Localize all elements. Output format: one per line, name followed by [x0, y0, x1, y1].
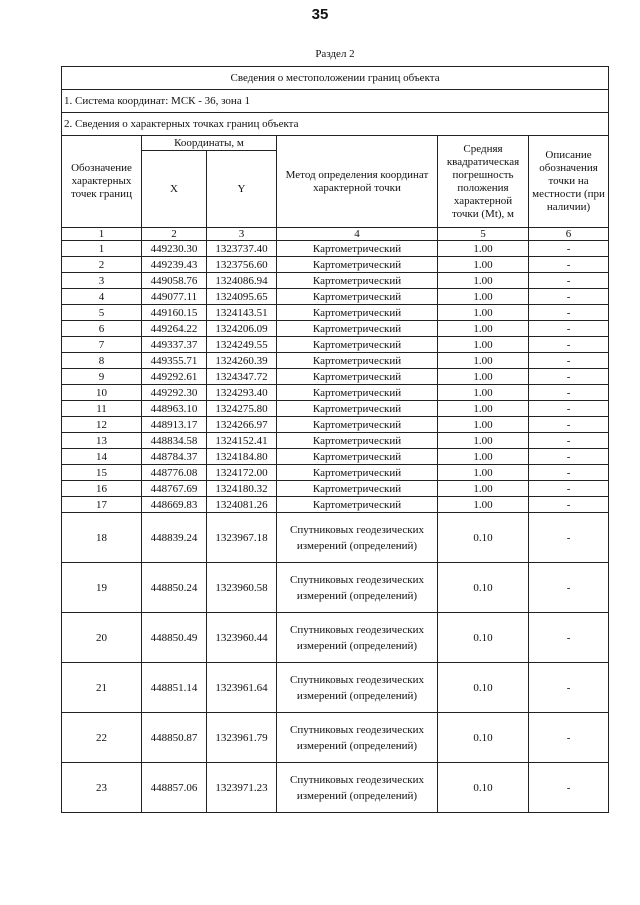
- table-row: [62, 337, 609, 353]
- coord-y-cell: 1324293.40: [207, 385, 277, 401]
- description-cell: -: [529, 289, 609, 305]
- coord-x-cell: 449077.11: [142, 289, 207, 305]
- coord-x-cell: 448669.83: [142, 497, 207, 513]
- accuracy-cell: 1.00: [438, 273, 529, 289]
- table-row: [62, 497, 609, 513]
- table-row: [62, 257, 609, 273]
- table-row: [62, 417, 609, 433]
- description-cell: -: [529, 305, 609, 321]
- table-row: [62, 663, 609, 713]
- accuracy-cell: 1.00: [438, 385, 529, 401]
- accuracy-cell: 1.00: [438, 337, 529, 353]
- accuracy-cell: 1.00: [438, 305, 529, 321]
- accuracy-cell: 1.00: [438, 241, 529, 257]
- coord-x-cell: 448851.14: [142, 663, 207, 713]
- description-cell: -: [529, 663, 609, 713]
- method-cell: Картометрический: [277, 433, 438, 449]
- coord-y-cell: 1324347.72: [207, 369, 277, 385]
- description-cell: -: [529, 433, 609, 449]
- point-number-cell: 18: [62, 513, 142, 563]
- method-cell: Картометрический: [277, 257, 438, 273]
- accuracy-cell: 1.00: [438, 481, 529, 497]
- header-point-designation: Обозначение характерных точек границ: [62, 136, 142, 228]
- description-cell: -: [529, 481, 609, 497]
- coord-y-cell: 1324249.55: [207, 337, 277, 353]
- method-cell: Картометрический: [277, 385, 438, 401]
- description-cell: -: [529, 241, 609, 257]
- accuracy-cell: 0.10: [438, 563, 529, 613]
- point-number-cell: 17: [62, 497, 142, 513]
- accuracy-cell: 1.00: [438, 465, 529, 481]
- point-number-cell: 9: [62, 369, 142, 385]
- accuracy-cell: 0.10: [438, 763, 529, 813]
- coord-x-cell: 449230.30: [142, 241, 207, 257]
- boundary-points-table: [61, 66, 609, 813]
- accuracy-cell: 1.00: [438, 497, 529, 513]
- accuracy-cell: 0.10: [438, 713, 529, 763]
- description-cell: -: [529, 713, 609, 763]
- table-row: [62, 401, 609, 417]
- accuracy-cell: 1.00: [438, 369, 529, 385]
- method-cell: Картометрический: [277, 449, 438, 465]
- table-row: [62, 321, 609, 337]
- accuracy-cell: 0.10: [438, 513, 529, 563]
- header-method: Метод определения координат характерной точки: [277, 136, 438, 228]
- point-number-cell: 8: [62, 353, 142, 369]
- accuracy-cell: 1.00: [438, 353, 529, 369]
- point-number-cell: 15: [62, 465, 142, 481]
- description-cell: -: [529, 465, 609, 481]
- point-number-cell: 13: [62, 433, 142, 449]
- points-heading: 2. Сведения о характерных точках границ объекта: [62, 113, 609, 136]
- table-row: [62, 385, 609, 401]
- description-cell: -: [529, 763, 609, 813]
- coord-y-cell: 1323756.60: [207, 257, 277, 273]
- coord-y-cell: 1324260.39: [207, 353, 277, 369]
- method-cell: Картометрический: [277, 321, 438, 337]
- header-x: X: [142, 151, 207, 228]
- coord-x-cell: 449239.43: [142, 257, 207, 273]
- point-number-cell: 6: [62, 321, 142, 337]
- coord-y-cell: 1324095.65: [207, 289, 277, 305]
- coord-x-cell: 448963.10: [142, 401, 207, 417]
- accuracy-cell: 1.00: [438, 449, 529, 465]
- table-row: [62, 763, 609, 813]
- coord-x-cell: 448784.37: [142, 449, 207, 465]
- method-cell: Спутниковых геодезических измерений (определений): [277, 513, 438, 563]
- method-cell: Картометрический: [277, 369, 438, 385]
- table-row: [62, 713, 609, 763]
- accuracy-cell: 0.10: [438, 613, 529, 663]
- method-cell: Спутниковых геодезических измерений (определений): [277, 763, 438, 813]
- method-cell: Спутниковых геодезических измерений (определений): [277, 613, 438, 663]
- coord-x-cell: 448913.17: [142, 417, 207, 433]
- coord-x-cell: 448857.06: [142, 763, 207, 813]
- accuracy-cell: 1.00: [438, 433, 529, 449]
- table-row: [62, 241, 609, 257]
- coord-x-cell: 448767.69: [142, 481, 207, 497]
- description-cell: -: [529, 353, 609, 369]
- description-cell: -: [529, 273, 609, 289]
- coord-x-cell: 449058.76: [142, 273, 207, 289]
- header-description: Описание обозначения точки на местности (при наличии): [529, 136, 609, 228]
- point-number-cell: 2: [62, 257, 142, 273]
- method-cell: Картометрический: [277, 465, 438, 481]
- coord-y-cell: 1324266.97: [207, 417, 277, 433]
- table-row: [62, 513, 609, 563]
- column-number: 5: [438, 228, 529, 241]
- point-number-cell: 1: [62, 241, 142, 257]
- method-cell: Картометрический: [277, 305, 438, 321]
- method-cell: Картометрический: [277, 401, 438, 417]
- coord-x-cell: 448776.08: [142, 465, 207, 481]
- point-number-cell: 12: [62, 417, 142, 433]
- coord-y-cell: 1323961.79: [207, 713, 277, 763]
- description-cell: -: [529, 497, 609, 513]
- table-row: [62, 563, 609, 613]
- description-cell: -: [529, 257, 609, 273]
- column-number: 3: [207, 228, 277, 241]
- coord-y-cell: 1324172.00: [207, 465, 277, 481]
- coord-y-cell: 1324275.80: [207, 401, 277, 417]
- coord-y-cell: 1323737.40: [207, 241, 277, 257]
- table-row: [62, 305, 609, 321]
- point-number-cell: 5: [62, 305, 142, 321]
- method-cell: Картометрический: [277, 417, 438, 433]
- coord-y-cell: 1324086.94: [207, 273, 277, 289]
- description-cell: -: [529, 369, 609, 385]
- method-cell: Спутниковых геодезических измерений (определений): [277, 663, 438, 713]
- coord-x-cell: 448850.24: [142, 563, 207, 613]
- table-row: [62, 289, 609, 305]
- page-number: 35: [311, 6, 329, 23]
- coord-x-cell: 448850.87: [142, 713, 207, 763]
- accuracy-cell: 1.00: [438, 289, 529, 305]
- coord-y-cell: 1323971.23: [207, 763, 277, 813]
- column-number: 1: [62, 228, 142, 241]
- point-number-cell: 3: [62, 273, 142, 289]
- point-number-cell: 16: [62, 481, 142, 497]
- point-number-cell: 22: [62, 713, 142, 763]
- table-row: [62, 369, 609, 385]
- table-row: [62, 465, 609, 481]
- accuracy-cell: 1.00: [438, 257, 529, 273]
- coord-x-cell: 449264.22: [142, 321, 207, 337]
- table-row: [62, 353, 609, 369]
- coord-y-cell: 1323960.58: [207, 563, 277, 613]
- coord-y-cell: 1324152.41: [207, 433, 277, 449]
- description-cell: -: [529, 563, 609, 613]
- coord-y-cell: 1324143.51: [207, 305, 277, 321]
- description-cell: -: [529, 337, 609, 353]
- point-number-cell: 21: [62, 663, 142, 713]
- coord-y-cell: 1324184.80: [207, 449, 277, 465]
- coord-x-cell: 449337.37: [142, 337, 207, 353]
- point-number-cell: 14: [62, 449, 142, 465]
- section-label: Раздел 2: [315, 48, 355, 60]
- method-cell: Картометрический: [277, 289, 438, 305]
- accuracy-cell: 1.00: [438, 417, 529, 433]
- table-title: Сведения о местоположении границ объекта: [62, 67, 609, 90]
- point-number-cell: 23: [62, 763, 142, 813]
- coord-x-cell: 449292.30: [142, 385, 207, 401]
- description-cell: -: [529, 613, 609, 663]
- coord-x-cell: 448834.58: [142, 433, 207, 449]
- header-coordinates: Координаты, м: [142, 136, 277, 151]
- table-row: [62, 449, 609, 465]
- table-row: [62, 433, 609, 449]
- coord-y-cell: 1323967.18: [207, 513, 277, 563]
- description-cell: -: [529, 385, 609, 401]
- accuracy-cell: 1.00: [438, 401, 529, 417]
- description-cell: -: [529, 513, 609, 563]
- table-row: [62, 613, 609, 663]
- coord-y-cell: 1323961.64: [207, 663, 277, 713]
- coord-system: 1. Система координат: МСК - 36, зона 1: [62, 90, 609, 113]
- header-accuracy: Средняя квадратическая погрешность положения характерной точки (Mt), м: [438, 136, 529, 228]
- method-cell: Спутниковых геодезических измерений (определений): [277, 713, 438, 763]
- point-number-cell: 7: [62, 337, 142, 353]
- accuracy-cell: 0.10: [438, 663, 529, 713]
- description-cell: -: [529, 417, 609, 433]
- coord-x-cell: 449355.71: [142, 353, 207, 369]
- coord-x-cell: 449292.61: [142, 369, 207, 385]
- description-cell: -: [529, 449, 609, 465]
- coord-y-cell: 1324081.26: [207, 497, 277, 513]
- point-number-cell: 20: [62, 613, 142, 663]
- accuracy-cell: 1.00: [438, 321, 529, 337]
- method-cell: Картометрический: [277, 353, 438, 369]
- column-numbers-row: [62, 228, 609, 241]
- coord-x-cell: 448839.24: [142, 513, 207, 563]
- method-cell: Картометрический: [277, 337, 438, 353]
- method-cell: Картометрический: [277, 273, 438, 289]
- method-cell: Спутниковых геодезических измерений (определений): [277, 563, 438, 613]
- method-cell: Картометрический: [277, 241, 438, 257]
- table-row: [62, 273, 609, 289]
- column-number: 6: [529, 228, 609, 241]
- point-number-cell: 11: [62, 401, 142, 417]
- point-number-cell: 10: [62, 385, 142, 401]
- table-row: [62, 481, 609, 497]
- coord-y-cell: 1324180.32: [207, 481, 277, 497]
- column-number: 2: [142, 228, 207, 241]
- description-cell: -: [529, 401, 609, 417]
- column-number: 4: [277, 228, 438, 241]
- coord-x-cell: 449160.15: [142, 305, 207, 321]
- coord-y-cell: 1324206.09: [207, 321, 277, 337]
- method-cell: Картометрический: [277, 481, 438, 497]
- header-y: Y: [207, 151, 277, 228]
- point-number-cell: 4: [62, 289, 142, 305]
- method-cell: Картометрический: [277, 497, 438, 513]
- coord-y-cell: 1323960.44: [207, 613, 277, 663]
- description-cell: -: [529, 321, 609, 337]
- point-number-cell: 19: [62, 563, 142, 613]
- coord-x-cell: 448850.49: [142, 613, 207, 663]
